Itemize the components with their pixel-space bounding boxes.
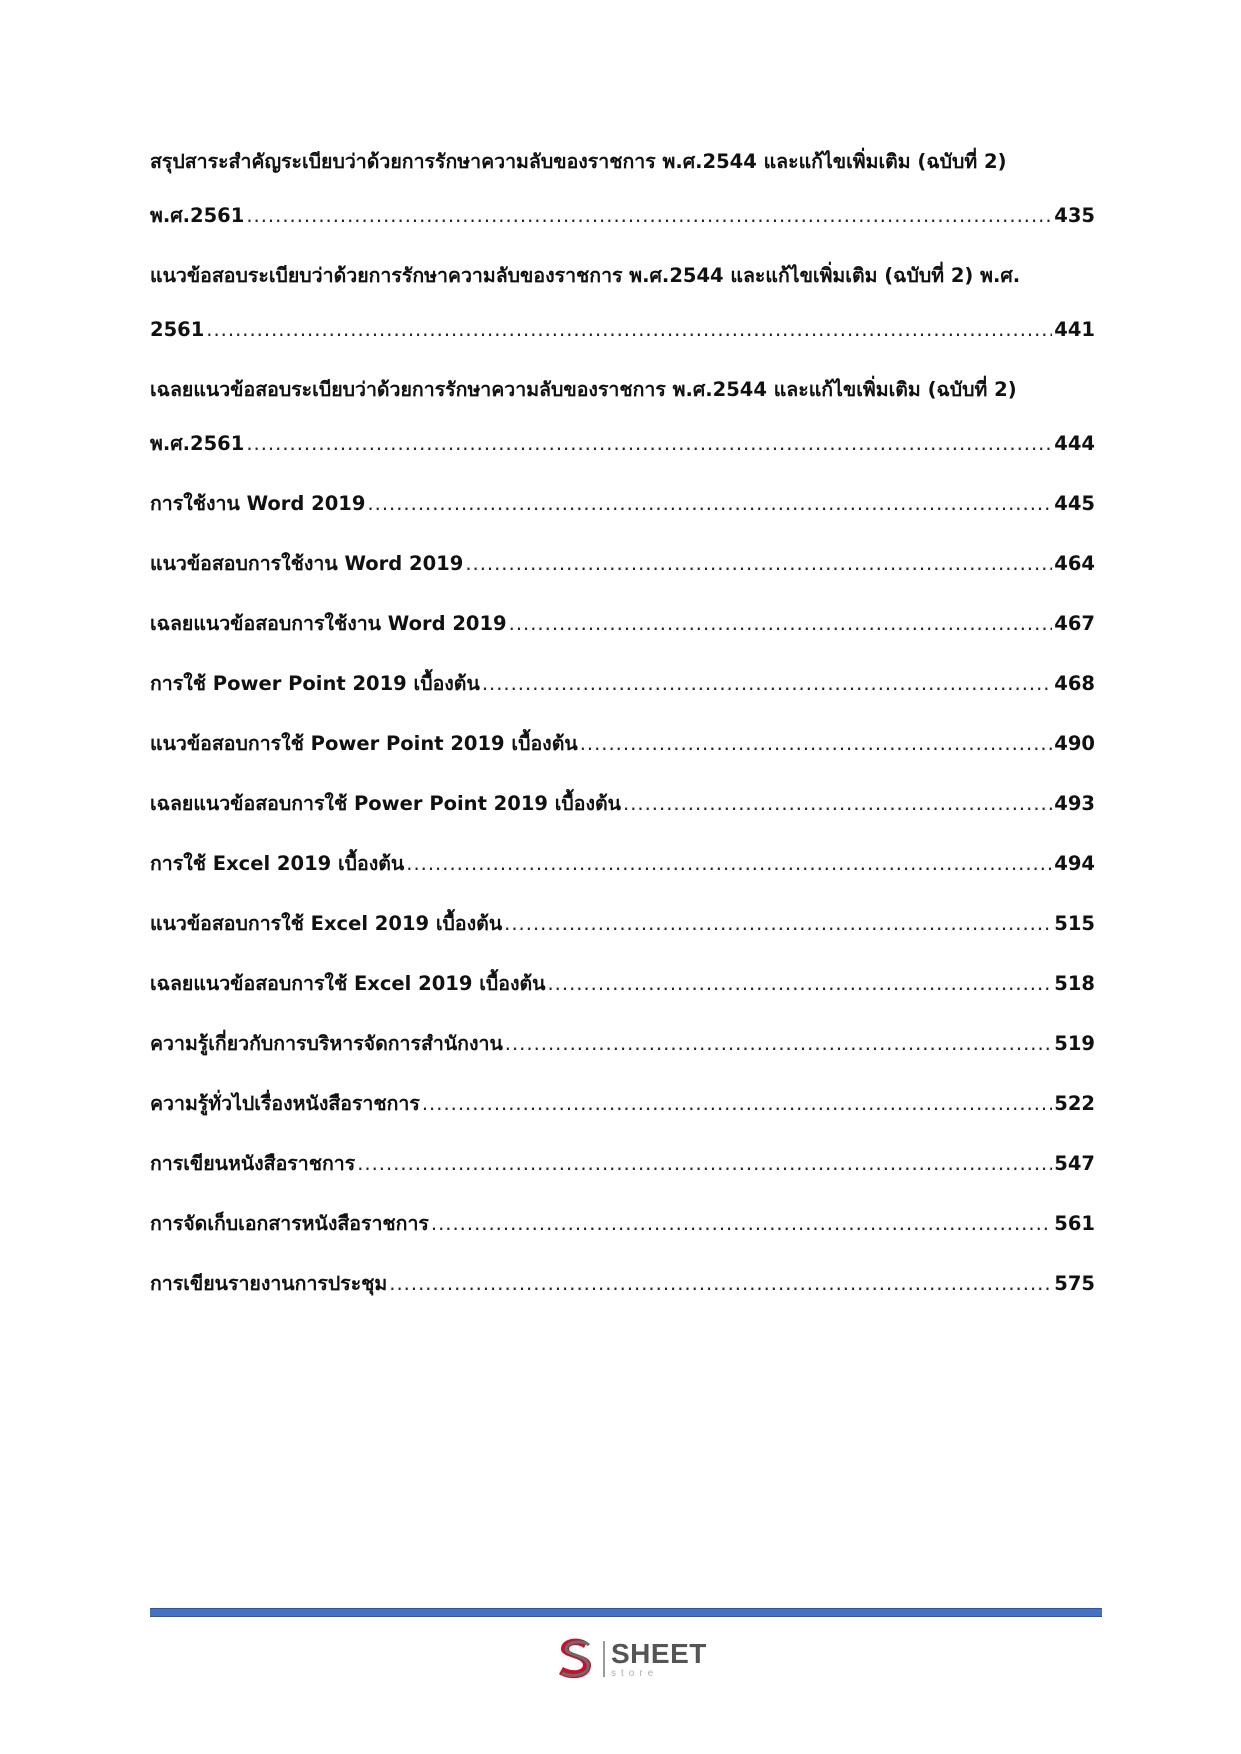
toc-entry-label: แนวข้อสอบการใช้งาน Word 2019 [150, 552, 464, 575]
toc-entry-row [150, 912, 1095, 952]
toc-page-number: 494 [1054, 852, 1095, 875]
toc-entry-row [150, 612, 1095, 652]
toc-entry[interactable] [150, 852, 1095, 912]
toc-page-number: 467 [1054, 612, 1095, 635]
toc-entry-label: แนวข้อสอบการใช้ Excel 2019 เบื้องต้น [150, 912, 503, 935]
toc-entry[interactable] [150, 150, 1095, 244]
toc-entry[interactable] [150, 552, 1095, 612]
toc-entry-title-line: แนวข้อสอบระเบียบว่าด้วยการรักษาความลับของราชการ พ.ศ.2544 และแก้ไขเพิ่มเติม (ฉบับที่ 2) พ.ศ. [150, 264, 1021, 287]
dot-leader [246, 204, 1052, 228]
toc-entry-row [150, 1212, 1095, 1252]
toc-entry-label: การใช้ Excel 2019 เบื้องต้น [150, 852, 405, 875]
dot-leader [504, 912, 1052, 936]
dot-leader [580, 732, 1053, 756]
sheet-store-logo [553, 1634, 707, 1684]
logo-subword: store [611, 1667, 659, 1679]
toc-entry[interactable] [150, 1032, 1095, 1092]
toc-page-number: 444 [1054, 432, 1095, 455]
dot-leader [509, 612, 1053, 636]
table-of-contents [150, 150, 1095, 1332]
logo-separator [603, 1641, 605, 1677]
toc-page-number: 561 [1054, 1212, 1095, 1235]
toc-page-number: 445 [1054, 492, 1095, 515]
logo-wordmark [611, 1637, 707, 1679]
footer-divider [150, 1608, 1102, 1617]
toc-page-number: 522 [1054, 1092, 1095, 1115]
toc-entry[interactable] [150, 732, 1095, 792]
toc-entry[interactable] [150, 492, 1095, 552]
toc-page-number: 515 [1054, 912, 1095, 935]
toc-entry[interactable] [150, 1272, 1095, 1332]
toc-entry[interactable] [150, 378, 1095, 472]
dot-leader [406, 852, 1052, 876]
dot-leader [206, 318, 1052, 342]
toc-entry-row [150, 972, 1095, 1012]
dot-leader [357, 1152, 1052, 1176]
toc-entry-label: พ.ศ.2561 [150, 204, 245, 227]
toc-page-number: 490 [1054, 732, 1095, 755]
dot-leader [431, 1212, 1052, 1236]
toc-entry-row [150, 672, 1095, 712]
logo-word: SHEET [611, 1637, 707, 1669]
toc-entry-label: การเขียนรายงานการประชุม [150, 1272, 388, 1295]
dot-leader [482, 672, 1052, 696]
toc-page-number: 464 [1054, 552, 1095, 575]
toc-page-number: 519 [1054, 1032, 1095, 1055]
toc-page-number: 468 [1054, 672, 1095, 695]
toc-entry-label: เฉลยแนวข้อสอบการใช้ Power Point 2019 เบื้องต้น [150, 792, 622, 815]
toc-entry-row [150, 732, 1095, 772]
toc-entry[interactable] [150, 972, 1095, 1032]
toc-entry-row [150, 552, 1095, 592]
toc-entry-label: ความรู้ทั่วไปเรื่องหนังสือราชการ [150, 1092, 420, 1115]
toc-entry-row [150, 792, 1095, 832]
toc-entry[interactable] [150, 612, 1095, 672]
toc-page-number: 518 [1054, 972, 1095, 995]
toc-entry-label: 2561 [150, 318, 205, 341]
toc-entry[interactable] [150, 792, 1095, 852]
toc-entry-row [150, 204, 1095, 244]
dot-leader [389, 1272, 1052, 1296]
toc-entry-row [150, 1032, 1095, 1072]
toc-entry[interactable] [150, 1152, 1095, 1212]
toc-entry-label: การใช้ Power Point 2019 เบื้องต้น [150, 672, 480, 695]
toc-entry-label: ความรู้เกี่ยวกับการบริหารจัดการสำนักงาน [150, 1032, 503, 1055]
toc-page-number: 441 [1054, 318, 1095, 341]
dot-leader [623, 792, 1052, 816]
toc-entry-label: การใช้งาน Word 2019 [150, 492, 366, 515]
dot-leader [505, 1032, 1053, 1056]
toc-entry-row [150, 1092, 1095, 1132]
toc-entry-row [150, 1272, 1095, 1312]
toc-entry-label: เฉลยแนวข้อสอบการใช้งาน Word 2019 [150, 612, 507, 635]
toc-entry-title-line: สรุปสาระสำคัญระเบียบว่าด้วยการรักษาความลับของราชการ พ.ศ.2544 และแก้ไขเพิ่มเติม (ฉบับที่ 2) [150, 150, 1007, 173]
toc-entry-label: เฉลยแนวข้อสอบการใช้ Excel 2019 เบื้องต้น [150, 972, 546, 995]
dot-leader [367, 492, 1052, 516]
toc-entry[interactable] [150, 672, 1095, 732]
toc-entry[interactable] [150, 264, 1095, 358]
toc-entry[interactable] [150, 912, 1095, 972]
toc-entry-label: พ.ศ.2561 [150, 432, 245, 455]
toc-entry-row [150, 492, 1095, 532]
dot-leader [465, 552, 1052, 576]
toc-page-number: 493 [1054, 792, 1095, 815]
toc-page-number: 435 [1054, 204, 1095, 227]
toc-entry-row [150, 1152, 1095, 1192]
sheet-store-logo-icon [553, 1636, 597, 1682]
dot-leader [246, 432, 1052, 456]
toc-page-number: 547 [1054, 1152, 1095, 1175]
toc-entry-row [150, 432, 1095, 472]
toc-entry-title-line: เฉลยแนวข้อสอบระเบียบว่าด้วยการรักษาความลับของราชการ พ.ศ.2544 และแก้ไขเพิ่มเติม (ฉบับที่ 2) [150, 378, 1017, 401]
toc-page-number: 575 [1054, 1272, 1095, 1295]
toc-entry-row [150, 852, 1095, 892]
toc-entry[interactable] [150, 1092, 1095, 1152]
toc-entry-row [150, 318, 1095, 358]
toc-entry[interactable] [150, 1212, 1095, 1272]
toc-entry-label: การจัดเก็บเอกสารหนังสือราชการ [150, 1212, 429, 1235]
dot-leader [422, 1092, 1052, 1116]
toc-entry-label: แนวข้อสอบการใช้ Power Point 2019 เบื้องต้น [150, 732, 578, 755]
dot-leader [547, 972, 1052, 996]
toc-entry-label: การเขียนหนังสือราชการ [150, 1152, 356, 1175]
